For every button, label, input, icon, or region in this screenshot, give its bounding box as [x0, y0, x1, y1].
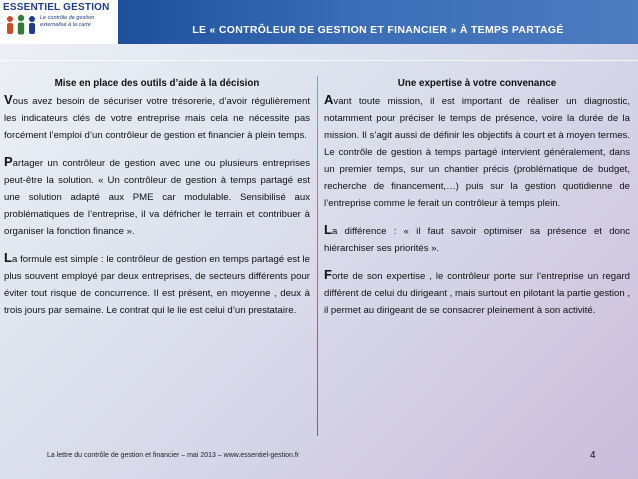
- paragraph-text: vant toute mission, il est important de réaliser un diagnostic, notamment pour préciser le temps de présence, voire la durée de la mission. Il s’agit aussi de définir les objectifs à court et à moyen termes. Le contrôle de gestion à temps partagé intervient généralement, dans un premier temps, sur un chantier précis (problématique de budget, recherche de financement,…) puis sur la gestion quotidienne de l’entreprise comme le ferait un contrôleur à temps plein.: [324, 96, 630, 209]
- column-divider: [317, 76, 318, 436]
- dropcap: A: [324, 92, 334, 107]
- right-heading: Une expertise à votre convenance: [397, 78, 557, 89]
- dropcap: P: [4, 154, 13, 169]
- dropcap: F: [324, 267, 332, 282]
- paragraph-text: a différence : « il faut savoir optimiser sa présence et donc hiérarchiser ses priorités ».: [324, 226, 630, 254]
- left-column: [4, 76, 310, 328]
- left-paragraph-3: [4, 249, 310, 319]
- dropcap: L: [324, 222, 332, 237]
- paragraph-text: ous avez besoin de sécuriser votre trésorerie, d’avoir régulièrement les indicateurs clés de votre entreprise mais cela ne nécessite pas forcément l’emploi d’un contrôleur de gestion et financier à plein temps.: [4, 96, 310, 141]
- left-paragraph-2: [4, 153, 310, 240]
- header-divider: [0, 60, 638, 61]
- left-heading: Mise en place des outils d’aide à la décision: [54, 78, 260, 89]
- paragraph-text: artager un contrôleur de gestion avec une ou plusieurs entreprises peut-être la solution. « Un contrôleur de gestion à temps partagé est une solution adapté aux PME car modulable. Sensibilisé aux problématiques de l’entreprise, il va défricher le terrain et contribuer à organiser la fonction finance ».: [4, 158, 310, 237]
- logo: [0, 0, 118, 44]
- right-paragraph-1: [324, 91, 630, 212]
- right-paragraph-3: [324, 266, 630, 319]
- footer-text: La lettre du contrôle de gestion et financier – mai 2013 – www.essentiel-gestion.fr: [47, 452, 300, 459]
- people-icon: [4, 14, 38, 36]
- page-title: LE « CONTRÔLEUR DE GESTION ET FINANCIER » À TEMPS PARTAGÉ: [192, 24, 564, 36]
- logo-tagline: Le contrôle de gestion externalisé à la carte: [40, 15, 95, 28]
- dropcap: V: [4, 92, 13, 107]
- right-column: [324, 76, 630, 328]
- page-number: 4: [590, 450, 596, 461]
- dropcap: L: [4, 250, 12, 265]
- paragraph-text: orte de son expertise , le contrôleur porte sur l’entreprise un regard différent de celui du dirigeant , mais surtout en pilotant la partie gestion , il permet au dirigeant de se consacrer pleinement à son activité.: [324, 271, 630, 316]
- logo-title: ESSENTIEL GESTION: [3, 2, 110, 13]
- left-paragraph-1: [4, 91, 310, 144]
- paragraph-text: a formule est simple : le contrôleur de gestion en temps partagé est le plus souvent employé par deux entreprises, de secteurs différents pour éviter tout risque de concurrence. Il est présent, en moyenne , deux à trois jours par semaine. Le contrat qui le lie est celui d’un prestataire.: [4, 254, 310, 316]
- right-paragraph-2: [324, 221, 630, 257]
